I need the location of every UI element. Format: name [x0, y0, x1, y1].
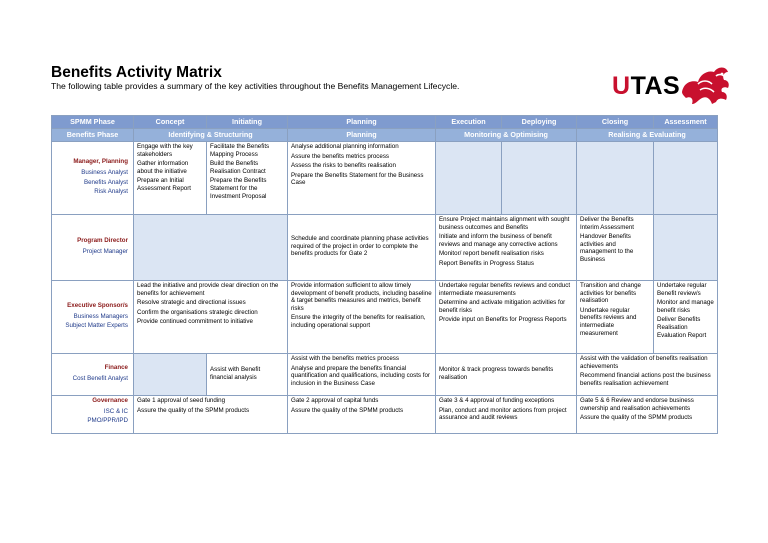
activity-cell: Engage with the key stakeholders Gather information about the initiative Prepare an Initial Assessment Report: [134, 142, 207, 215]
activity-cell: Facilitate the Benefits Mapping Process Build the Benefits Realisation Contract Prepare the Benefits Statement for the Investment Proposal: [207, 142, 288, 215]
activity-cell: Deliver the Benefits Interim Assessment Handover Benefits activities and management to the Business: [577, 215, 654, 281]
table-row: [52, 215, 718, 281]
activity-cell: Undertake regular Benefit review/s Monitor and manage benefit risks Deliver Benefits Realisation Evaluation Report: [654, 281, 718, 354]
empty-cell: [502, 142, 577, 215]
benefits-activity-matrix: [51, 115, 718, 434]
benefits-identifying: Identifying & Structuring: [134, 129, 288, 142]
table-row: [52, 354, 718, 396]
activity-cell: Assist with the benefits metrics process Analyse and prepare the benefits financial quantification and qualifications, including costs for inclusion in the Business Case: [288, 354, 436, 396]
activity-cell: Gate 2 approval of capital funds Assure the quality of the SPMM products: [288, 396, 436, 434]
role-cell: Executive Sponsor/s Business Managers Subject Matter Experts: [52, 281, 134, 354]
activity-cell: Lead the initiative and provide clear direction on the benefits for achievement Resolve strategic and directional issues Confirm the organisations strategic direction Provide continued commitment to initiative: [134, 281, 288, 354]
activity-cell: Provide information sufficient to allow timely development of benefit products, including baseline & target benefits measures and metrics, benefit risks Ensure the integrity of the benefits for realisation, including operational support: [288, 281, 436, 354]
activity-cell: Monitor & track progress towards benefits realisation: [436, 354, 577, 396]
empty-cell: [654, 142, 718, 215]
benefits-phase-label: Benefits Phase: [52, 129, 134, 142]
phase-concept: Concept: [134, 116, 207, 129]
activity-cell: Undertake regular benefits reviews and conduct intermediate measurements Determine and activate mitigation activities for benefit risks Provide input on Benefits for Progress Reports: [436, 281, 577, 354]
empty-cell: [654, 215, 718, 281]
activity-cell: Gate 1 approval of seed funding Assure the quality of the SPMM products: [134, 396, 288, 434]
utas-logo: [612, 62, 732, 110]
spmm-phase-label: SPMM Phase: [52, 116, 134, 129]
phase-closing: Closing: [577, 116, 654, 129]
logo-wordmark: UTAS: [612, 72, 681, 100]
activity-cell: Ensure Project maintains alignment with sought business outcomes and Benefits Initiate and inform the business of benefit reviews and manage any corrective actions Monitor/ report benefit realisation risks Report Benefits in Progress Status: [436, 215, 577, 281]
page-subtitle: The following table provides a summary of the key activities throughout the Benefits Management Lifecycle.: [51, 81, 460, 91]
phase-planning: Planning: [288, 116, 436, 129]
empty-cell: [436, 142, 502, 215]
lion-emblem-icon: [678, 62, 732, 108]
activity-cell: Assist with Benefit financial analysis: [207, 354, 288, 396]
phase-deploying: Deploying: [502, 116, 577, 129]
page-title: Benefits Activity Matrix: [51, 64, 222, 81]
table-row: [52, 142, 718, 215]
benefits-monitoring: Monitoring & Optimising: [436, 129, 577, 142]
spmm-phase-row: [52, 116, 718, 129]
role-cell: Governance ISC & IC PMO/PPR/IPD: [52, 396, 134, 434]
table-row: [52, 281, 718, 354]
table-row: [52, 396, 718, 434]
phase-initiating: Initiating: [207, 116, 288, 129]
empty-cell: [134, 354, 207, 396]
activity-cell: Analyse additional planning information Assure the benefits metrics process Assess the risks to benefits realisation Prepare the Benefits Statement for the Business Case: [288, 142, 436, 215]
activity-cell: Transition and change activities for benefits realisation Undertake regular benefits reviews and intermediate measurement: [577, 281, 654, 354]
activity-cell: Gate 3 & 4 approval of funding exceptions Plan, conduct and monitor actions from project assurance and audit reviews: [436, 396, 577, 434]
benefits-realising: Realising & Evaluating: [577, 129, 718, 142]
role-cell: Finance Cost Benefit Analyst: [52, 354, 134, 396]
activity-cell: Schedule and coordinate planning phase activities required of the project in order to complete the benefits products for Gate 2: [288, 215, 436, 281]
phase-execution: Execution: [436, 116, 502, 129]
activity-cell: Assist with the validation of benefits realisation achievements Recommend financial actions post the business benefits realisation achievement: [577, 354, 718, 396]
empty-cell: [134, 215, 288, 281]
role-cell: Program Director Project Manager: [52, 215, 134, 281]
phase-assessment: Assessment: [654, 116, 718, 129]
role-cell: Manager, Planning Business Analyst Benefits Analyst Risk Analyst: [52, 142, 134, 215]
benefits-planning: Planning: [288, 129, 436, 142]
empty-cell: [577, 142, 654, 215]
activity-cell: Gate 5 & 6 Review and endorse business ownership and realisation achievements Assure the quality of the SPMM products: [577, 396, 718, 434]
benefits-phase-row: [52, 129, 718, 142]
